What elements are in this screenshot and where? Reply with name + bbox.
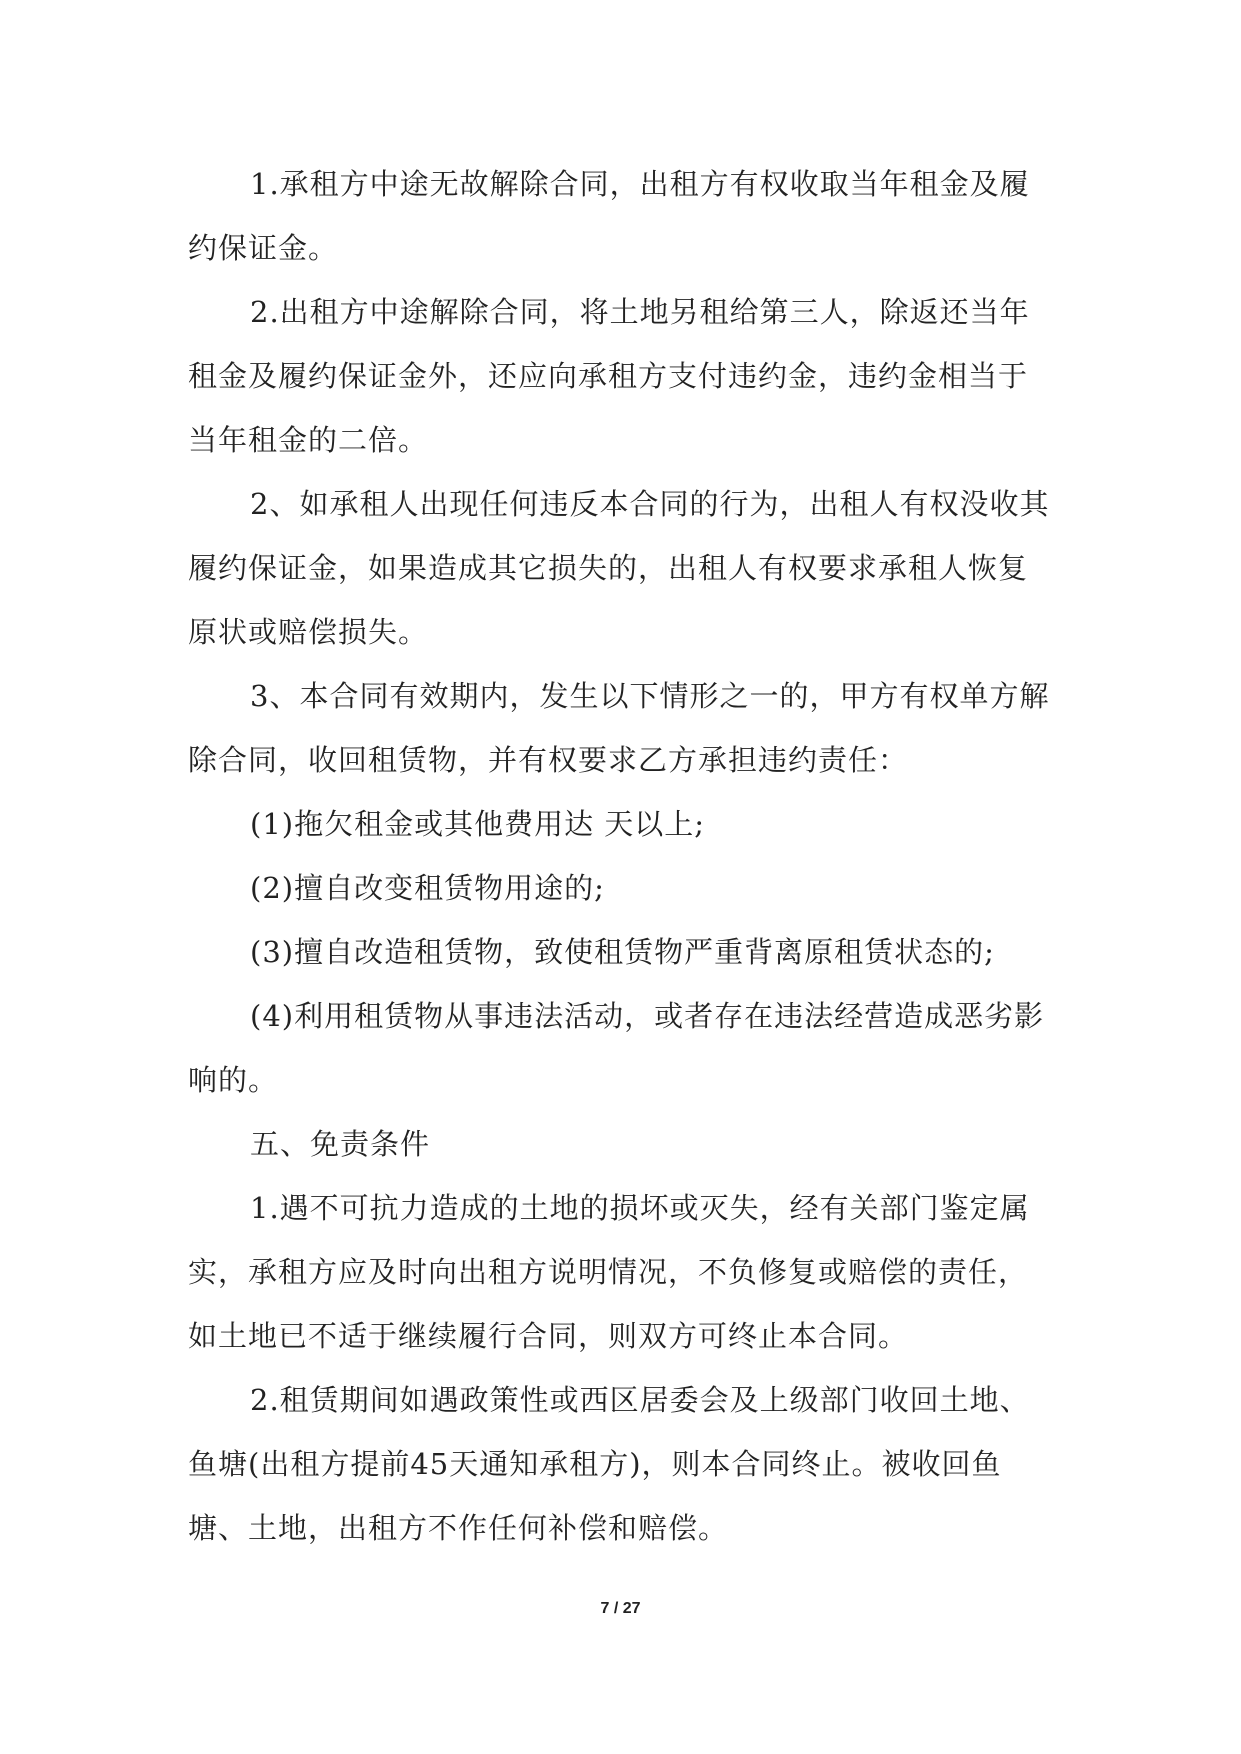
paragraph-item-4: (4)利用租赁物从事违法活动，或者存在违法经营造成恶劣影响的。: [188, 999, 1045, 1097]
paragraph-breach-lessor: 2.出租方中途解除合同，将土地另租给第三人，除返还当年租金及履约保证金外，还应向承租方支付违约金，违约金相当于当年租金的二倍。: [188, 295, 1030, 457]
paragraph-breach-tenant: 1.承租方中途无故解除合同，出租方有权收取当年租金及履约保证金。: [188, 167, 1030, 265]
paragraph-termination-rights: 3、本合同有效期内，发生以下情形之一的，甲方有权单方解除合同，收回租赁物，并有权要求乙方承担违约责任：: [188, 679, 1050, 777]
paragraph-force-majeure: 1.遇不可抗力造成的土地的损坏或灭失，经有关部门鉴定属实，承租方应及时向出租方说明情况，不负修复或赔偿的责任，如土地已不适于继续履行合同，则双方可终止本合同。: [188, 1191, 1030, 1353]
paragraph-item-3: (3)擅自改造租赁物，致使租赁物严重背离原租赁状态的;: [250, 935, 995, 969]
paragraph-item-1: (1)拖欠租金或其他费用达 天以上;: [250, 807, 706, 841]
paragraph-item-2: (2)擅自改变租赁物用途的;: [250, 871, 605, 905]
page-number: 7 / 27: [600, 1600, 641, 1617]
paragraph-deposit-forfeit: 2、如承租人出现任何违反本合同的行为，出租人有权没收其履约保证金，如果造成其它损失的，出租人有权要求承租人恢复原状或赔偿损失。: [188, 487, 1050, 649]
section-heading-exemption: 五、免责条件: [250, 1127, 431, 1161]
paragraph-policy-recovery: 2.租赁期间如遇政策性或西区居委会及上级部门收回土地、鱼塘(出租方提前45天通知承租方)，则本合同终止。被收回鱼塘、土地，出租方不作任何补偿和赔偿。: [188, 1383, 1030, 1545]
document-body: [188, 152, 1056, 1560]
